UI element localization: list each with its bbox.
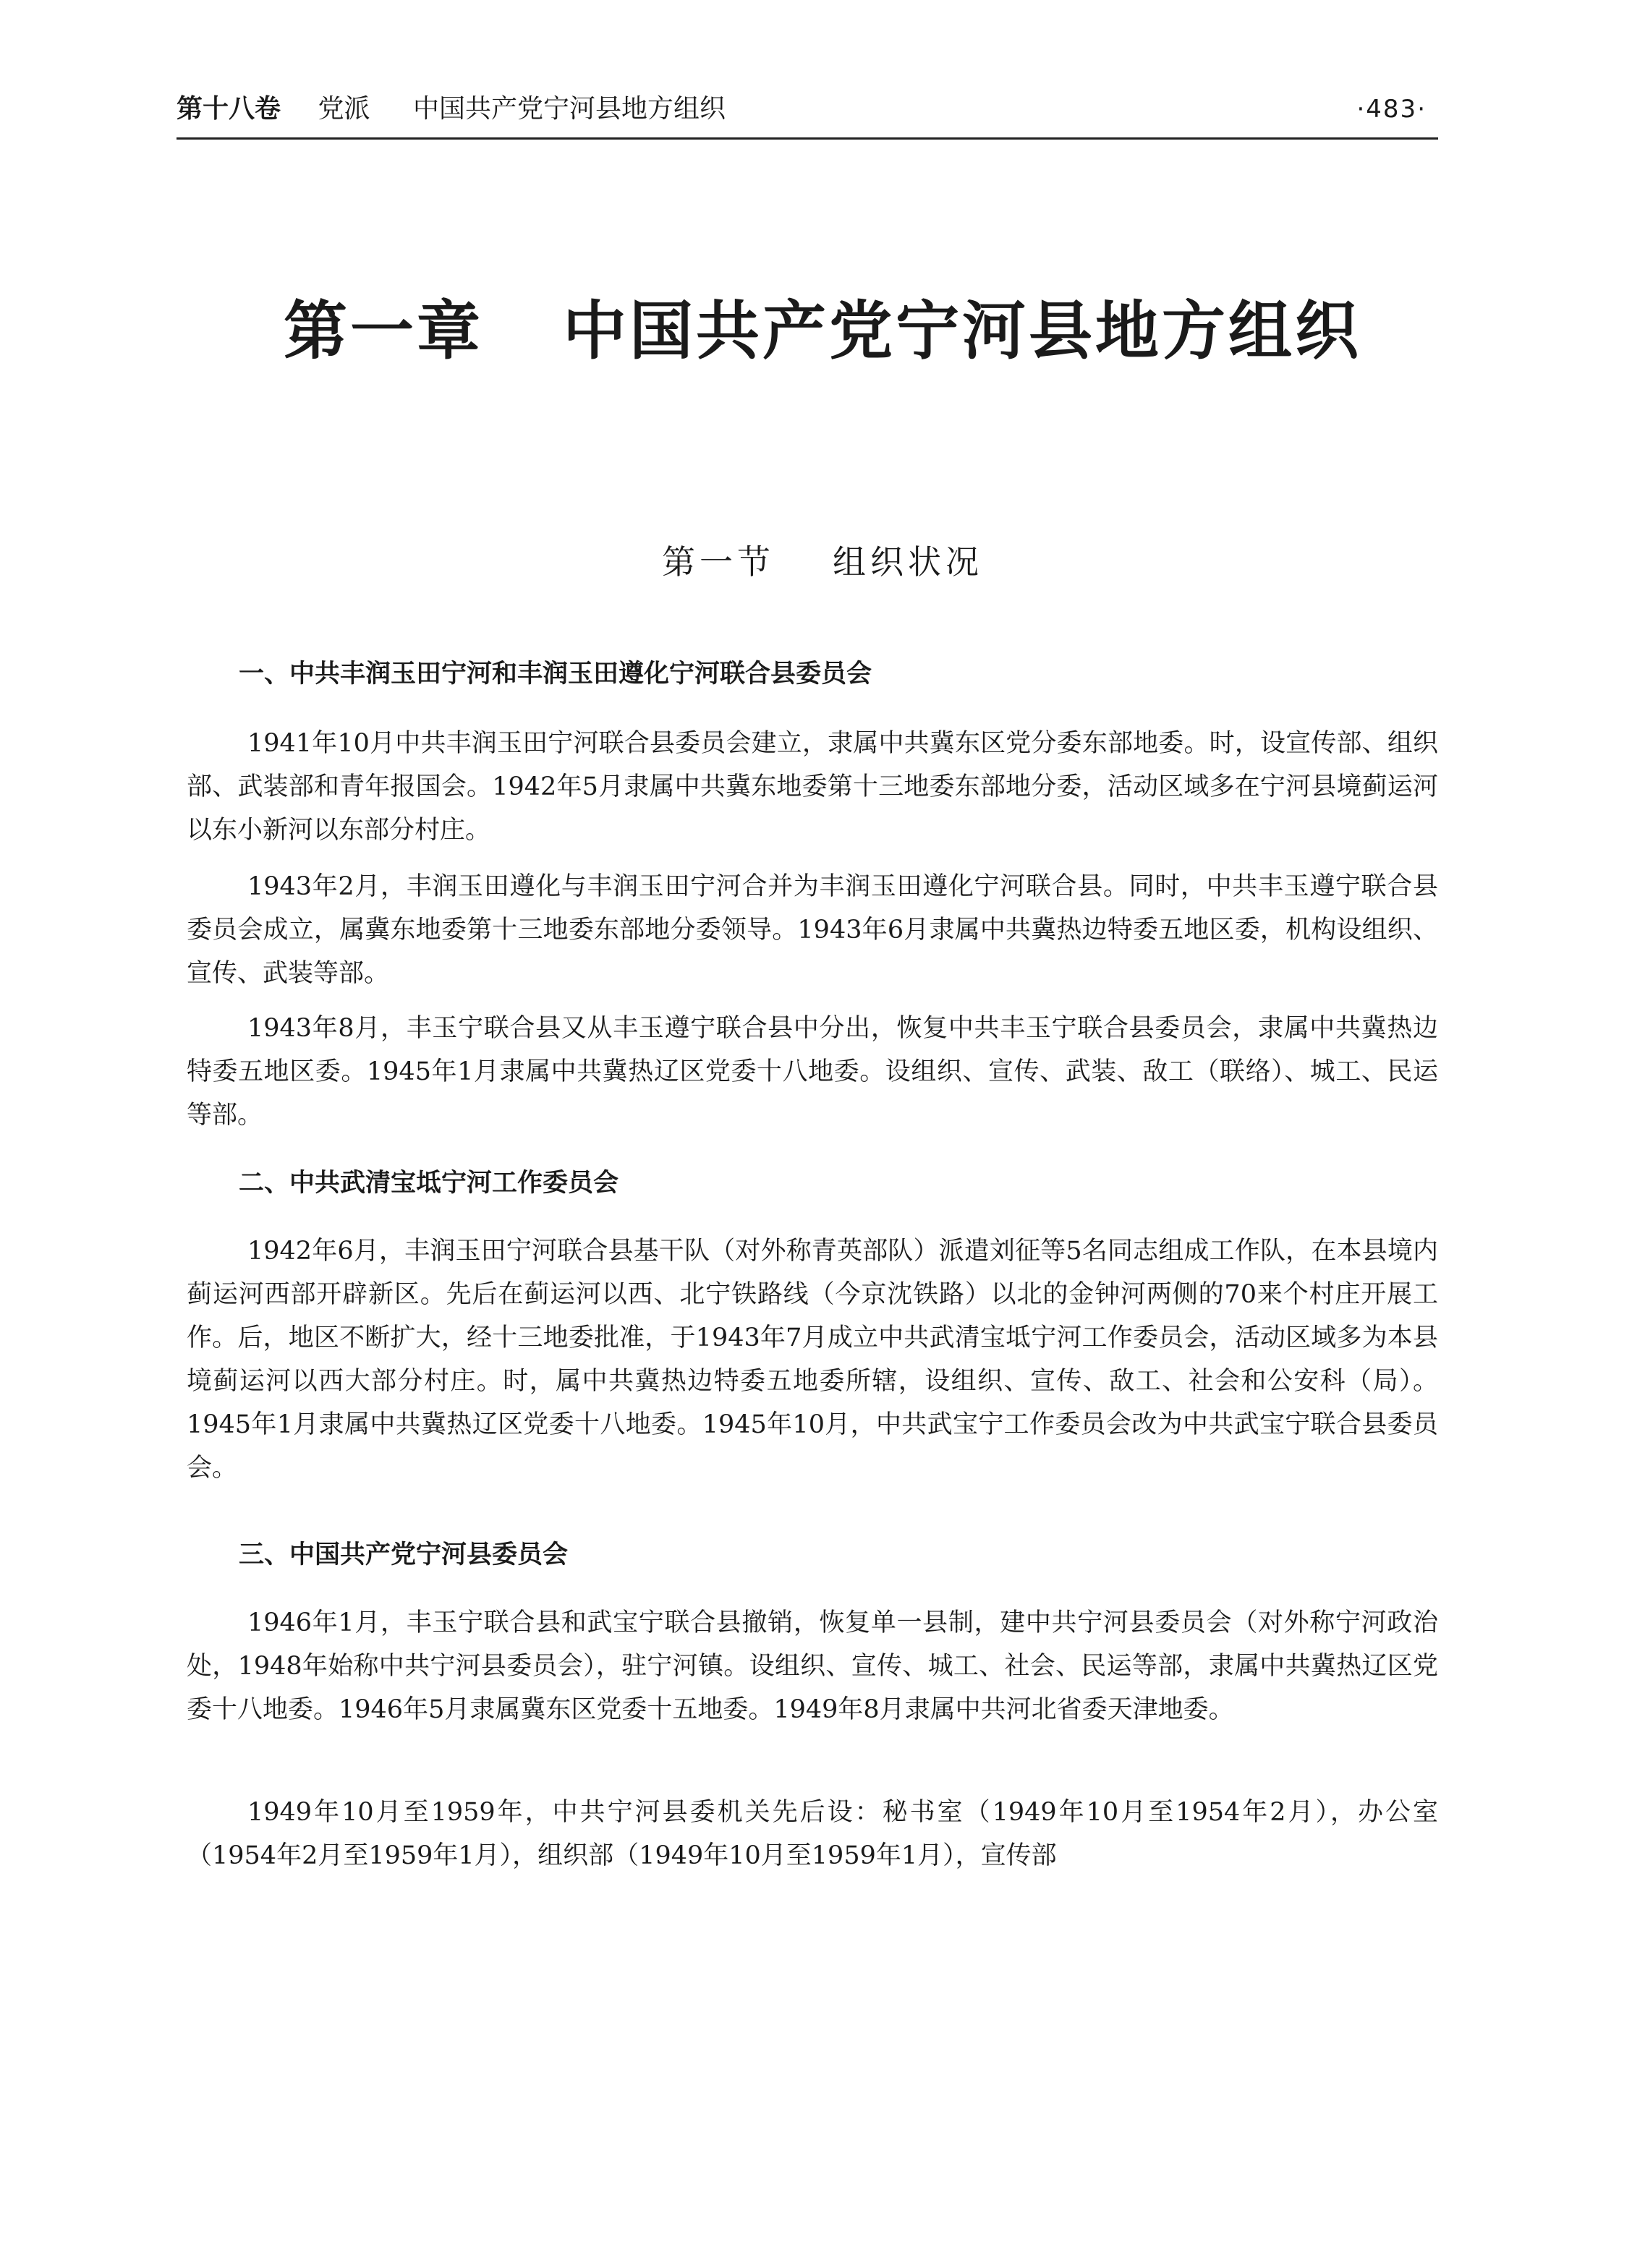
header-topic: 中国共产党宁河县地方组织 <box>412 94 726 124</box>
header-category: 党派 <box>318 94 370 124</box>
subsection-heading-3: 三、中国共产党宁河县委员会 <box>239 1540 569 1569</box>
paragraph-1-3: 1943年8月，丰玉宁联合县又从丰玉遵宁联合县中分出，恢复中共丰玉宁联合县委员会，隶属中共冀热边特委五地区委。1945年1月隶属中共冀热辽区党委十八地委。设组织、宣传、武装、敌工（联络）、城工、民运等部。 <box>187 1014 1438 1130</box>
paragraph-2-1: 1942年6月，丰润玉田宁河联合县基干队（对外称青英部队）派遣刘征等5名同志组成工作队，在本县境内蓟运河西部开辟新区。先后在蓟运河以西、北宁铁路线（今京沈铁路）以北的金钟河两侧的70来个村庄开展工作。后，地区不断扩大，经十三地委批准，于1943年7月成立中共武清宝坻宁河工作委员会，活动区域多为本县境蓟运河以西大部分村庄。时，属中共冀热边特委五地委所辖，设组织、宣传、敌工、社会和公安科（局）。1945年1月隶属中共冀热辽区党委十八地委。1945年10月，中共武宝宁工作委员会改为中共武宝宁联合县委员会。 <box>187 1237 1438 1483</box>
paragraph-3-2: 1949年10月至1959年，中共宁河县委机关先后设：秘书室（1949年10月至1954年2月），办公室（1954年2月至1959年1月），组织部（1949年10月至1959年1月），宣传部 <box>187 1798 1438 1870</box>
subsection-heading-2: 二、中共武清宝坻宁河工作委员会 <box>239 1169 619 1198</box>
subsection-heading-1: 一、中共丰润玉田宁河和丰润玉田遵化宁河联合县委员会 <box>239 660 872 688</box>
section-name: 组织状况 <box>833 542 983 581</box>
chapter-number: 第一章 <box>283 294 483 368</box>
chapter-name: 中国共产党宁河县地方组织 <box>563 294 1362 368</box>
page-number: ·483· <box>1356 95 1427 124</box>
paragraph-1-2: 1943年2月，丰润玉田遵化与丰润玉田宁河合并为丰润玉田遵化宁河联合县。同时，中共丰玉遵宁联合县委员会成立，属冀东地委第十三地委东部地分委领导。1943年6月隶属中共冀热边特委五地区委，机构设组织、宣传、武装等部。 <box>187 872 1438 988</box>
header-volume: 第十八卷 <box>177 94 281 124</box>
running-header <box>177 85 1438 133</box>
paragraph-3-1: 1946年1月，丰玉宁联合县和武宝宁联合县撤销，恢复单一县制，建中共宁河县委员会（对外称宁河政治处，1948年始称中共宁河县委员会），驻宁河镇。设组织、宣传、城工、社会、民运等部，隶属中共冀热辽区党委十八地委。1946年5月隶属冀东区党委十五地委。1949年8月隶属中共河北省委天津地委。 <box>187 1608 1438 1724</box>
chapter-title <box>0 288 1645 375</box>
section-number: 第一节 <box>662 542 775 581</box>
section-title <box>0 537 1645 587</box>
paragraph-1-1: 1941年10月中共丰润玉田宁河联合县委员会建立，隶属中共冀东区党分委东部地委。时，设宣传部、组织部、武装部和青年报国会。1942年5月隶属中共冀东地委第十三地委东部地分委，活动区域多在宁河县境蓟运河以东小新河以东部分村庄。 <box>187 729 1438 845</box>
header-rule <box>177 137 1438 140</box>
